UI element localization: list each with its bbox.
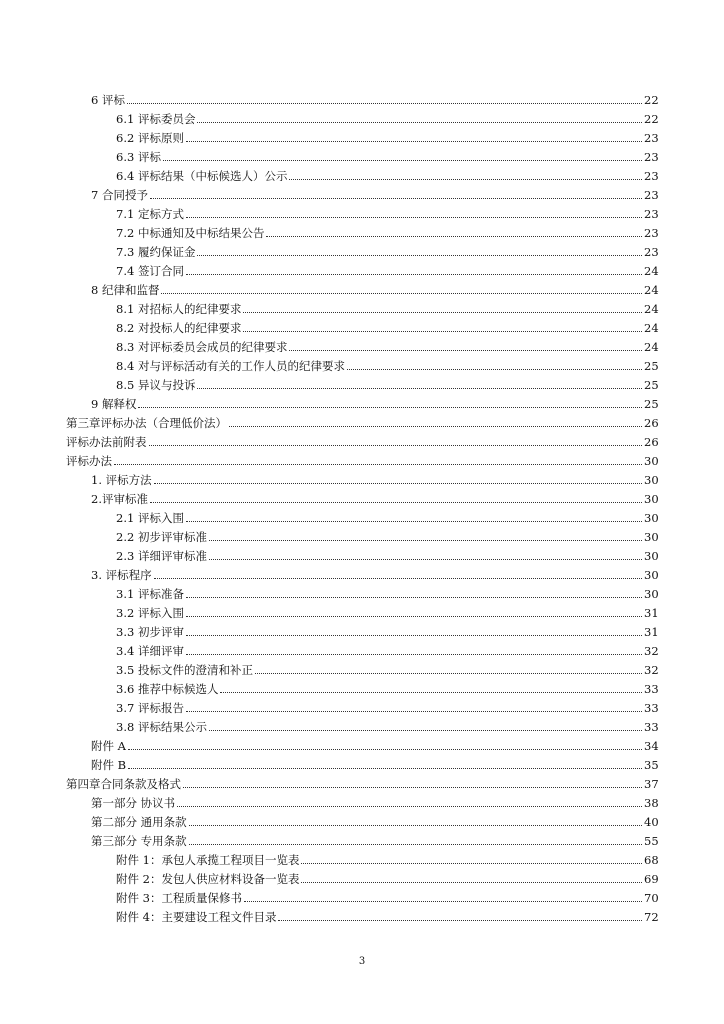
toc-dot-leader [220,692,642,693]
toc-entry-title: 3.6 推荐中标候选人 [116,682,219,696]
toc-entry-title: 1. 评标方法 [91,473,152,487]
toc-entry-page: 23 [644,226,659,240]
toc-dot-leader [138,407,642,408]
toc-entry-title: 2.1 评标入围 [116,511,184,525]
toc-entry-page: 38 [644,796,659,810]
toc-dot-leader [161,293,642,294]
toc-dot-leader [186,217,642,218]
toc-dot-leader [186,654,642,655]
toc-entry-page: 69 [644,872,659,886]
toc-entry-title: 3. 评标程序 [91,568,152,582]
toc-entry[interactable] [66,88,658,107]
toc-dot-leader [186,711,642,712]
toc-entry-page: 25 [644,378,659,392]
toc-dot-leader [186,635,642,636]
toc-entry[interactable] [66,620,658,639]
toc-entry-title: 3.4 详细评审 [116,644,184,658]
toc-entry-title: 附件 1：承包人承揽工程项目一览表 [116,853,300,867]
toc-dot-leader [186,521,642,522]
toc-entry-title: 附件 A [91,739,126,753]
toc-entry-title: 评标办法前附表 [66,435,147,449]
toc-entry[interactable] [66,373,658,392]
toc-entry[interactable] [66,411,658,430]
toc-entry-title: 3.7 评标报告 [116,701,184,715]
toc-entry[interactable] [66,810,658,829]
toc-entry[interactable] [66,525,658,544]
toc-dot-leader [186,274,642,275]
toc-entry-title: 附件 2：发包人供应材料设备一览表 [116,872,300,886]
toc-entry[interactable] [66,563,658,582]
toc-entry-page: 26 [644,435,659,449]
toc-entry-title: 评标办法 [66,454,112,468]
toc-entry-page: 32 [644,663,659,677]
toc-entry[interactable] [66,221,658,240]
toc-entry[interactable] [66,183,658,202]
toc-dot-leader [114,464,642,465]
toc-dot-leader [243,312,642,313]
toc-entry-title: 7.4 签订合同 [116,264,184,278]
toc-dot-leader [177,806,642,807]
toc-entry[interactable] [66,126,658,145]
toc-dot-leader [197,255,642,256]
toc-entry-title: 8.1 对招标人的纪律要求 [116,302,242,316]
toc-entry-page: 24 [644,264,659,278]
toc-entry-title: 8.5 异议与投诉 [116,378,196,392]
toc-entry[interactable] [66,506,658,525]
toc-entry[interactable] [66,107,658,126]
toc-entry[interactable] [66,601,658,620]
toc-entry[interactable] [66,316,658,335]
toc-entry-page: 23 [644,207,659,221]
toc-entry-title: 6.4 评标结果（中标候选人）公示 [116,169,288,183]
toc-entry-page: 33 [644,720,659,734]
toc-entry[interactable] [66,487,658,506]
toc-entry-page: 34 [644,739,659,753]
toc-entry-page: 31 [644,606,659,620]
toc-entry-page: 25 [644,359,659,373]
toc-entry-page: 35 [644,758,659,772]
toc-entry[interactable] [66,468,658,487]
toc-dot-leader [183,787,642,788]
toc-entry[interactable] [66,297,658,316]
toc-entry-title: 9 解释权 [91,397,137,411]
toc-dot-leader [209,540,642,541]
toc-entry-title: 7.3 履约保证金 [116,245,196,259]
toc-entry-title: 附件 3：工程质量保修书 [116,891,242,905]
toc-entry-title: 8.2 对投标人的纪律要求 [116,321,242,335]
toc-entry-page: 22 [644,93,659,107]
toc-entry-title: 第四章合同条款及格式 [66,777,181,791]
toc-dot-leader [347,369,642,370]
toc-dot-leader [301,863,642,864]
toc-entry-page: 24 [644,321,659,335]
toc-entry-page: 23 [644,150,659,164]
toc-entry[interactable] [66,772,658,791]
toc-entry[interactable] [66,240,658,259]
toc-dot-leader [266,236,642,237]
toc-entry-page: 23 [644,131,659,145]
toc-entry-title: 第二部分 通用条款 [91,815,187,829]
toc-entry-title: 7.1 定标方式 [116,207,184,221]
toc-entry-page: 30 [644,587,659,601]
toc-dot-leader [209,559,642,560]
toc-entry-page: 55 [644,834,659,848]
toc-entry-page: 30 [644,473,659,487]
toc-entry-title: 8 纪律和监督 [91,283,160,297]
toc-entry-title: 2.评审标准 [91,492,148,506]
toc-entry-page: 30 [644,549,659,563]
toc-entry-page: 30 [644,454,659,468]
toc-entry-page: 30 [644,530,659,544]
toc-entry-page: 24 [644,302,659,316]
toc-entry[interactable] [66,392,658,411]
toc-entry[interactable] [66,848,658,867]
toc-entry-title: 第三部分 专用条款 [91,834,187,848]
toc-entry-page: 22 [644,112,659,126]
toc-entry-page: 33 [644,701,659,715]
toc-entry[interactable] [66,202,658,221]
toc-dot-leader [186,597,642,598]
toc-entry[interactable] [66,658,658,677]
toc-dot-leader [197,122,642,123]
toc-entry-title: 2.2 初步评审标准 [116,530,207,544]
toc-entry[interactable] [66,145,658,164]
toc-dot-leader [301,882,642,883]
toc-entry-page: 25 [644,397,659,411]
toc-entry-title: 6.1 评标委员会 [116,112,196,126]
toc-entry-title: 附件 4：主要建设工程文件目录 [116,910,277,924]
toc-dot-leader [278,920,642,921]
toc-entry[interactable] [66,829,658,848]
toc-entry-title: 3.2 评标入围 [116,606,184,620]
toc-entry-page: 37 [644,777,659,791]
toc-entry[interactable] [66,677,658,696]
toc-dot-leader [127,103,642,104]
toc-entry-page: 30 [644,511,659,525]
toc-entry[interactable] [66,753,658,772]
toc-dot-leader [197,388,642,389]
toc-entry-page: 72 [644,910,659,924]
toc-dot-leader [229,426,642,427]
toc-entry-title: 6.3 评标 [116,150,161,164]
toc-entry-page: 40 [644,815,659,829]
toc-entry-page: 24 [644,340,659,354]
toc-entry-page: 32 [644,644,659,658]
toc-entry-page: 23 [644,188,659,202]
toc-entry-title: 附件 B [91,758,127,772]
toc-entry-title: 2.3 详细评审标准 [116,549,207,563]
toc-entry-title: 7.2 中标通知及中标结果公告 [116,226,265,240]
toc-dot-leader [209,730,642,731]
toc-entry[interactable] [66,734,658,753]
toc-entry[interactable] [66,164,658,183]
toc-entry-title: 第三章评标办法（合理低价法） [66,416,227,430]
toc-entry[interactable] [66,791,658,810]
toc-entry[interactable] [66,715,658,734]
toc-entry-title: 8.3 对评标委员会成员的纪律要求 [116,340,288,354]
toc-dot-leader [289,350,642,351]
toc-entry-title: 3.5 投标文件的澄清和补正 [116,663,253,677]
table-of-contents [66,88,658,924]
toc-dot-leader [243,331,642,332]
toc-dot-leader [244,901,642,902]
toc-entry[interactable] [66,544,658,563]
toc-entry[interactable] [66,449,658,468]
toc-dot-leader [163,160,642,161]
toc-entry-title: 3.1 评标准备 [116,587,184,601]
toc-entry-title: 6.2 评标原则 [116,131,184,145]
toc-entry-title: 6 评标 [91,93,125,107]
toc-entry[interactable] [66,639,658,658]
toc-entry-title: 第一部分 协议书 [91,796,176,810]
toc-entry[interactable] [66,354,658,373]
toc-entry[interactable] [66,582,658,601]
toc-entry-page: 23 [644,245,659,259]
page-number: 3 [358,956,366,967]
toc-entry[interactable] [66,696,658,715]
toc-entry-page: 31 [644,625,659,639]
toc-dot-leader [186,616,642,617]
toc-entry-page: 33 [644,682,659,696]
toc-dot-leader [128,749,642,750]
toc-entry-title: 3.8 评标结果公示 [116,720,207,734]
toc-entry[interactable] [66,867,658,886]
toc-dot-leader [149,445,643,446]
toc-dot-leader [189,825,642,826]
toc-dot-leader [186,141,642,142]
toc-entry[interactable] [66,905,658,924]
toc-entry-page: 70 [644,891,659,905]
toc-entry[interactable] [66,259,658,278]
toc-entry-page: 23 [644,169,659,183]
toc-dot-leader [154,483,642,484]
toc-entry-title: 7 合同授予 [91,188,148,202]
toc-entry-title: 3.3 初步评审 [116,625,184,639]
toc-entry[interactable] [66,335,658,354]
toc-dot-leader [189,844,642,845]
toc-entry-page: 24 [644,283,659,297]
toc-dot-leader [255,673,642,674]
toc-entry-title: 8.4 对与评标活动有关的工作人员的纪律要求 [116,359,345,373]
toc-entry[interactable] [66,886,658,905]
toc-entry[interactable] [66,278,658,297]
toc-entry[interactable] [66,430,658,449]
toc-dot-leader [289,179,642,180]
toc-entry-page: 68 [644,853,659,867]
toc-dot-leader [128,768,642,769]
toc-entry-page: 30 [644,492,659,506]
toc-entry-page: 30 [644,568,659,582]
toc-entry-page: 26 [644,416,659,430]
toc-dot-leader [150,502,642,503]
toc-dot-leader [154,578,642,579]
toc-dot-leader [150,198,642,199]
